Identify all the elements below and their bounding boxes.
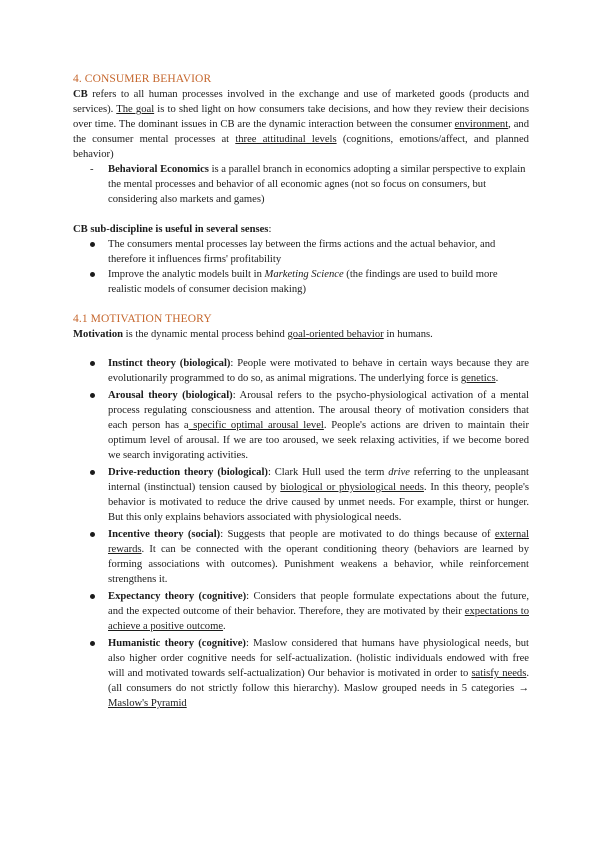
marketing-science-italic: Marketing Science bbox=[264, 269, 344, 280]
theory-humanistic: Humanistic theory (cognitive): Maslow considered that humans have physiological needs, but also higher order cognitive needs for self-actualization. (holistic individuals endowed with free will and motivated towards self-actualization) Our behavior is motivated in order to satisfy needs. (all consumers do not strictly follow this hierarchy). Maslow grouped needs in 5 categories → Maslow's Pyramid bbox=[108, 638, 529, 709]
subdiscipline-title: CB sub-discipline is useful in several senses: bbox=[73, 224, 272, 235]
section-heading-motivation-theory: 4.1 MOTIVATION THEORY bbox=[73, 313, 212, 325]
environment-underlined: environment bbox=[454, 119, 509, 130]
attitudinal-levels-underlined: three attitudinal levels bbox=[235, 134, 337, 145]
theory-arousal: Arousal theory (biological): Arousal refers to the psycho-physiological activation of a mental process regulating consciousness and attention. The arousal theory of motivation considers that each person has a specific optimal arousal level. People's actions are driven to maintain their optimum level of arousal. If we are too aroused, we seek relaxing activities, if we become bored we search invigorating activities. bbox=[108, 390, 529, 461]
cb-term: CB bbox=[73, 89, 88, 100]
document-page bbox=[73, 71, 529, 713]
behavioral-economics-term: Behavioral Economics bbox=[108, 164, 209, 175]
theory-incentive: Incentive theory (social): Suggests that people are motivated to do things because of external rewards. It can be connected with the operant conditioning theory (behaviors are learned by forming associations with outcomes). Punishment weakens a behavior, while reinforcement strengthens it. bbox=[108, 529, 529, 585]
subdiscipline-list bbox=[73, 237, 529, 297]
behavioral-economics-list bbox=[73, 162, 529, 207]
theory-drive-reduction: Drive-reduction theory (biological): Clark Hull used the term drive referring to the unpleasant internal (instinctual) tension caused by biological or physiological needs. In this theory, people's behavior is motivated to reduce the drive caused by unmet needs. For example, thirst or hunger. But this only explains behaviors associated with physiological needs. bbox=[108, 467, 529, 523]
goal-oriented-behavior-underlined: goal-oriented behavior bbox=[287, 329, 384, 340]
list-item: - Behavioral Economics is a parallel branch in economics adopting a similar perspective to explain the mental processes and behavior of all economic agnes (not so focus on consumers, but considering also markets and games) bbox=[108, 162, 529, 207]
motivation-term: Motivation bbox=[73, 329, 124, 340]
theory-instinct: Instinct theory (biological): People were motivated to behave in certain ways because they are evolutionarily programmed to do so, as animal migrations. The underlying force is genetics. bbox=[108, 358, 529, 384]
cb-intro-paragraph: CB refers to all human processes involved in the exchange and use of marketed goods (products and services). The goal is to shed light on how consumers take decisions, and how they review their decisions over time. The dominant issues in CB are the dynamic interaction between the consumer environment, and the consumer mental processes at three attitudinal levels (cognitions, emotions/affect, and planned behavior) bbox=[73, 89, 529, 160]
maslows-pyramid-underlined: Maslow's Pyramid bbox=[108, 698, 187, 709]
list-item: The consumers mental processes lay between the firms actions and the actual behavior, and therefore it influences firms' profitability bbox=[108, 237, 529, 267]
theory-expectancy: Expectancy theory (cognitive): Considers that people formulate expectations about the future, and the expected outcome of their behavior. Therefore, they are motivated by their expectations to achieve a positive outcome. bbox=[108, 591, 530, 632]
motivation-theories-list bbox=[73, 356, 529, 711]
list-item: Improve the analytic models built in Marketing Science (the findings are used to build more realistic models of consumer decision making) bbox=[108, 267, 529, 297]
motivation-definition: Motivation is the dynamic mental process behind goal-oriented behavior in humans. bbox=[73, 329, 433, 340]
section-heading-consumer-behavior: 4. CONSUMER BEHAVIOR bbox=[73, 73, 212, 85]
the-goal-underlined: The goal bbox=[116, 104, 155, 115]
